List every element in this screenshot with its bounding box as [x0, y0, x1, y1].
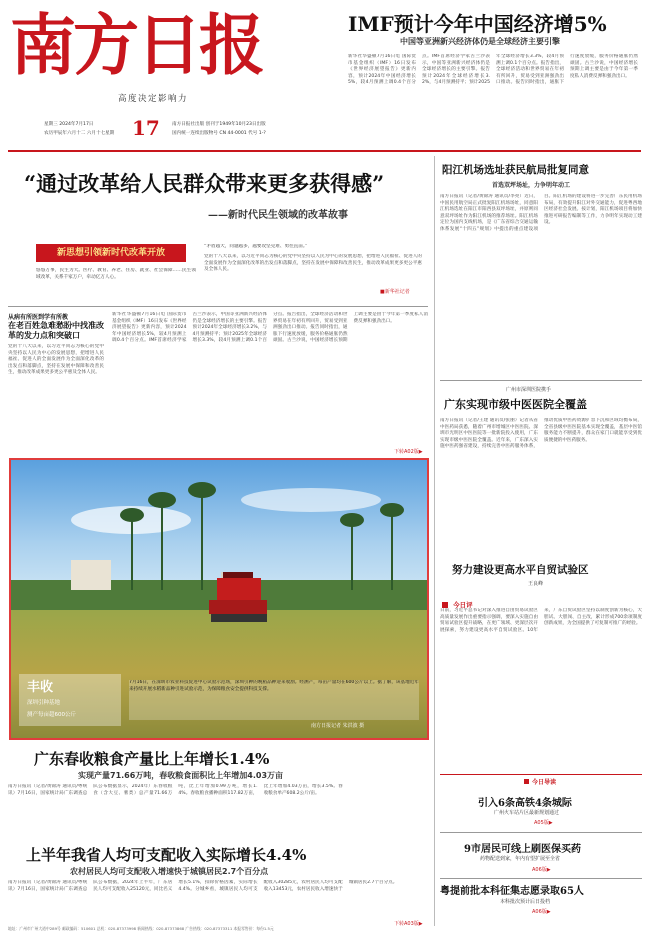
today-header [440, 774, 642, 786]
income-story [8, 840, 428, 926]
medical-headline: 广东实现市级中医医院全覆盖 [444, 398, 587, 411]
today-item-headline: 9市居民可线上刷医保买药 [464, 844, 581, 855]
feature-story [8, 156, 428, 456]
medical-body: 南方日报讯（记者/王建 通讯员/张丽）记者从省中医药局获悉，随着广州市增城区中医医院、深圳市光明区中医医院等一批新院投入使用，广东实现市级中医医院全覆盖。近年来，广东深入实施中医药强省建设，持续完善中医药服务体系，推动优质中医药资源扩容下沉和区域均衡布局，全省县级中医医院基本实现全覆盖，基层中医馆服务能力不断提升，群众在家门口就能享受到优质便捷的中医药服务。 [440, 418, 642, 450]
imf-subhead: 中国等亚洲新兴经济体仍是全球经济主要引擎 [400, 37, 560, 46]
feature-body-cols: 新华社华盛顿7月16日电 国际货币基金组织（IMF）16日发布《世界经济展望报告》更新内容，预计2024年中国经济增长5%，较4月预测上调0.4个百分点。IMF首席经济学家古兰沙表示，中国等亚洲新兴经济体仍是全球经济增长的主要引擎。报告预计2024年全球经济增长3.2%，与4月预测持平；预计2025年全球经济增长3.3%，较4月预测上调0.1个百分点。报告指出，全球经济活动和世界贸易在年初有所回升，贸易受到亚洲强劲出口推动。报告同时指出，通胀下行速度放缓，服务价格通胀仍然顽固。古兰沙说，中国经济增长预期上调主要是由于今年第一季度私人消费反弹和强劲出口。 [112, 312, 428, 344]
airport-subhead: 首选双坪场址，力争明年动工 [492, 182, 571, 189]
flag-icon [442, 602, 448, 608]
feature-continue: 下转A02版▶ [394, 449, 423, 455]
income-body: 南方日报讯（记者/黄锦涛 通讯员/粤统讯）7月16日，国家统计局广东调查总队公布数据，2024年上半年，广东居民人均可支配收入25120元，同比名义增长5.1%，扣除价格因素，实际增长4.4%。分城乡看，城镇居民人均可支配收入30285元，农村居民人均可支配收入13453元，农村居民收入增速快于城镇居民2.7个百分点。 [8, 880, 398, 892]
lunar-line: 农历甲辰年六月十二 六月十七星期 [44, 131, 115, 136]
today-item-subhead: 本科批次预计后日投档 [500, 899, 551, 905]
today-guide [440, 774, 642, 926]
airport-story [440, 156, 642, 376]
grain-headline: 广东春收粮食产量比上年增长1.4% [34, 750, 270, 768]
feature-subhead: ——新时代民生领域的改革故事 [208, 210, 348, 221]
today-item-subhead: 广州火车站片区最新规划通过 [494, 810, 560, 816]
masthead-title: 南方日报 [10, 6, 262, 84]
income-headline: 上半年我省人均可支配收入实际增长4.4% [26, 846, 307, 864]
imf-headline: IMF预计今年中国经济增5% [348, 12, 607, 36]
feature-body-col1: 党的十八大以来，以习近平同志为核心的党中央坚持以人民为中心的发展思想，把增进人民福祉、促进人的全面发展作为全面深化改革的出发点和落脚点，坚持在发展中保障和改善民生，推动改革成果更多更公平惠及全体人民。 [8, 344, 104, 376]
date-line: 星期三 2024年7月17日 [44, 122, 94, 127]
today-item-page[interactable]: A06版▶ [532, 867, 551, 873]
feature-headline: “通过改革给人民群众带来更多获得感” [24, 171, 385, 196]
income-continue: 下转A03版▶ [394, 921, 423, 927]
medical-story [440, 384, 642, 560]
code-line: 国内统一连续出版物号 CN 44-0001 代号 1-? [172, 131, 266, 136]
photo-frame [9, 458, 429, 740]
editorial-column-tag [442, 594, 473, 609]
grain-body: 南方日报讯（记者/黄锦涛 通讯员/粤统讯）7月16日，国家统计局广东调查总队公布数据显示，2024年广东春收粮食（含大豆、薯类）总产量71.66万吨，比上年增加0.99万吨，增长1.4%。春收粮食播种面积117.82万亩，比上年增加4.03万亩，增长3.5%。春收粮食单产608.2公斤/亩。 [8, 784, 343, 796]
today-item-page[interactable]: A06版▶ [532, 909, 551, 915]
today-item[interactable] [440, 880, 642, 926]
today-item-headline: 粤提前批本科征集志愿录取65人 [440, 886, 584, 897]
issue-number: 17 [132, 116, 160, 140]
feature-banner [36, 244, 186, 262]
column-divider [434, 156, 435, 926]
imf-body: 新华社华盛顿7月16日电 国际货币基金组织（IMF）16日发布《世界经济展望报告》更新内容，预计2024年中国经济增长5%，较4月预测上调0.4个百分点。IMF首席经济学家古兰沙表示，中国等亚洲新兴经济体仍是全球经济增长的主要引擎。报告预计2024年全球经济增长3.2%，与4月预测持平；预计2025年全球经济增长3.3%，较4月预测上调0.1个百分点。报告指出，全球经济活动和世界贸易在年初有所回升，贸易受到亚洲强劲出口推动。报告同时指出，通胀下行速度放缓，服务价格通胀仍然顽固。古兰沙说，中国经济增长预期上调主要是由于今年第一季度私人消费反弹和强劲出口。 [348, 54, 638, 86]
today-title: 今日导读 [532, 779, 557, 786]
photo-yield: 测产每亩超600公斤 [27, 712, 76, 718]
photo-label-box [19, 674, 121, 726]
airport-headline: 阳江机场选址获民航局批复同意 [442, 164, 589, 176]
today-item-page[interactable]: A05版▶ [534, 820, 553, 826]
photo-title: 丰收 [27, 680, 54, 695]
right-divider-1 [440, 380, 642, 381]
photo-credit: 南方日报记者 朱洪波 摄 [311, 723, 365, 729]
editorial-column-label: 今日评 [453, 601, 473, 609]
today-icon [524, 779, 529, 784]
header-rule [8, 150, 641, 152]
masthead [10, 6, 262, 116]
feature-section-lead: 在老百姓急难愁盼中找准改革的发力点和突破口 [8, 320, 104, 340]
feature-banner-label: 新思想引领新时代改革开放 [56, 248, 165, 258]
grain-story [8, 744, 428, 840]
income-subhead: 农村居民人均可支配收入增速快于城镇居民2.7个百分点 [70, 867, 269, 876]
masthead-info [44, 118, 334, 146]
photo-location: 深圳引种基地 [27, 700, 61, 706]
today-item-subhead: 药物配送到家，年内有望扩展至全省 [480, 856, 561, 862]
feature-intro: 悠悠万事，民生为大。医疗、教育、养老、住房、就业、社会保障……民生领域改革，关系千家万户，牵动亿万人心。 [36, 268, 196, 280]
masthead-slogan: 高度决定影响力 [118, 94, 189, 104]
editorial-headline: 努力建设更高水平自贸试验区 [452, 564, 589, 576]
feature-source: ■新华社记者 [380, 289, 410, 295]
grain-subhead: 实现产量71.66万吨，春收粮食面积比上年增加4.03万亩 [78, 771, 284, 780]
photo-caption: 7月16日，在深圳市农业科技促进中心试验示范场，深圳引种的晚稻品种迎来收割。经测产，每亩产量均在600公斤以上。据了解，该基地近年来持续开展水稻新品种引进试验示范，为保障粮食安全提供科技支撑。 [129, 680, 419, 720]
medical-kicker: 广州市深圳医院携手 [506, 387, 552, 393]
editorial-author: 王良峰 [528, 581, 544, 587]
today-divider [440, 878, 642, 879]
feature-lead-body: 党的十八大以来，以习近平同志为核心的党中央坚持以人民为中心的发展思想，把增进人民福祉、促进人的全面发展作为全面深化改革的出发点和落脚点，坚持在发展中保障和改善民生，推动改革成果更多更公平惠及全体人民。 [204, 254, 422, 273]
harvester [209, 572, 267, 622]
editorial-body: 日前，习近平总书记对深入推进自由贸易试验区高质量发展作出重要指示强调，要深入实施自由贸易试验区提升战略，在更广领域、更深层次开展探索，努力建设更高水平自贸试验区。10年来，广东自贸试验区坚持以制度创新为核心，大胆试、大胆闯、自主改，累计形成700余项制度创新成果，为全国提供了可复制可推广的经验。 [440, 608, 642, 633]
today-item-headline: 引入6条高铁4条城际 [478, 798, 572, 809]
publisher-line: 南方日报社出版 创刊于1949年10月23日出版 [172, 122, 266, 127]
editorial-story [440, 560, 642, 774]
feature-divider [8, 306, 428, 307]
today-divider [440, 832, 642, 833]
airport-body: 南方日报讯（记者/黄锦涛 通讯员/李亮）近日，中国民用航空局正式批复阳江机场场址，同意阳江机场选址在阳江市阳西县双坪场址，并原则同意双坪场址作为阳江机场的推荐场址。阳江机场定位为国内支线机场，是《广东省综合交通运输体系发展“十四五”规划》中提出的重点建设项目。阳江机场的建设将进一步完善广东民用机场布局，有效提升阳江对外交通能力，促进粤西地区经济社会发展。按计划，阳江机场项目将加快推进可研报告编制等工作，力争明年实现动工建设。 [440, 194, 642, 232]
feature-quote: “矛盾越大，问题越多，越要攻坚克难、勇往直前。” [204, 244, 308, 249]
feature-section-title: 从病有所医到学有所教 [8, 314, 69, 321]
imf-story [340, 6, 640, 146]
footer-line: 地址：广州市广州大道中289号 邮政编码：510601 总机：020-87373998 新闻热线：020-87373868 广告热线：020-87373311 本报零售价：每份1.5元 [8, 926, 274, 931]
today-item[interactable] [440, 788, 642, 830]
today-item[interactable] [440, 834, 642, 878]
